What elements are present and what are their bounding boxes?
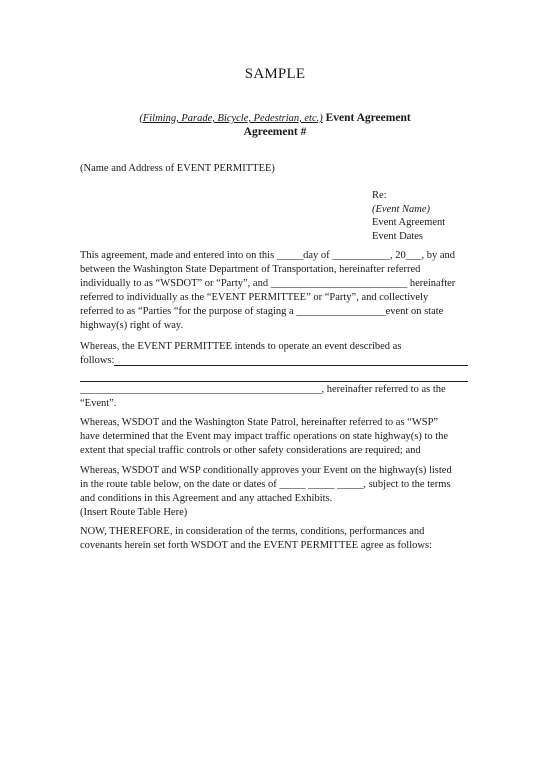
paragraph-conditional-approval [80, 464, 468, 520]
paragraph-line: highway(s) right of way. [80, 320, 184, 331]
re-event-name: (Event Name) [372, 203, 431, 215]
paragraph-agreement-intro [80, 249, 468, 333]
paragraph-line: individually to as “WSDOT” or “Party”, and __________________________ hereinafter [80, 278, 456, 289]
agreement-label: Event Agreement [325, 112, 411, 124]
blank-line [80, 368, 468, 382]
paragraph-now-therefore [80, 525, 468, 553]
agreement-number-heading [0, 125, 550, 139]
paragraph-line: NOW, THEREFORE, in consideration of the terms, conditions, performances and [80, 526, 425, 537]
paragraph-line: (Insert Route Table Here) [80, 507, 188, 518]
paragraph-line: covenants herein set forth WSDOT and the EVENT PERMITTEE agree as follows: [80, 540, 432, 551]
paragraph-line: Whereas, the EVENT PERMITTEE intends to operate an event described as [80, 341, 402, 352]
paragraph-wsp-determination [80, 416, 468, 458]
paragraph-line: Whereas, WSDOT and the Washington State Patrol, hereinafter referred to as “WSP” [80, 417, 439, 428]
paragraph-event-description [80, 340, 468, 411]
paragraph-line: extent that special traffic controls or other safety considerations are required; and [80, 445, 421, 456]
paragraph-line: “Event”. [80, 398, 117, 409]
re-label: Re: [372, 190, 387, 201]
paragraph-line: ______________________________________________, hereinafter referred to as the [80, 384, 446, 395]
paragraph-line: Whereas, WSDOT and WSP conditionally approves your Event on the highway(s) listed [80, 465, 452, 476]
agreement-number: Agreement # [243, 126, 307, 138]
paragraph-line: referred to as “Parties “for the purpose of staging a _________________event on state [80, 306, 444, 317]
event-types: (Filming, Parade, Bicycle, Pedestrian, etc.) [139, 113, 323, 124]
paragraph-line: between the Washington State Department of Transportation, hereinafter referred [80, 264, 421, 275]
follows-label: follows: [80, 355, 115, 366]
paragraph-line: in the route table below, on the date or dates of _____ _____ _____, subject to the terms [80, 479, 451, 490]
paragraph-line: and conditions in this Agreement and any attached Exhibits. [80, 493, 333, 504]
blank-line [114, 354, 468, 366]
paragraph-line [80, 354, 468, 368]
re-block [372, 189, 445, 243]
paragraph-line: This agreement, made and entered into on this _____day of ___________, 20___, by and [80, 250, 456, 261]
paragraph-line: have determined that the Event may impact traffic operations on state highway(s) to the [80, 431, 449, 442]
agreement-heading [0, 111, 550, 126]
re-dates: Event Dates [372, 230, 424, 242]
re-agreement: Event Agreement [372, 217, 446, 228]
permittee-placeholder: (Name and Address of EVENT PERMITTEE) [80, 163, 275, 174]
document-title: SAMPLE [244, 66, 306, 82]
paragraph-line: referred to individually as the “EVENT PERMITTEE” or “Party”, and collectively [80, 292, 429, 303]
